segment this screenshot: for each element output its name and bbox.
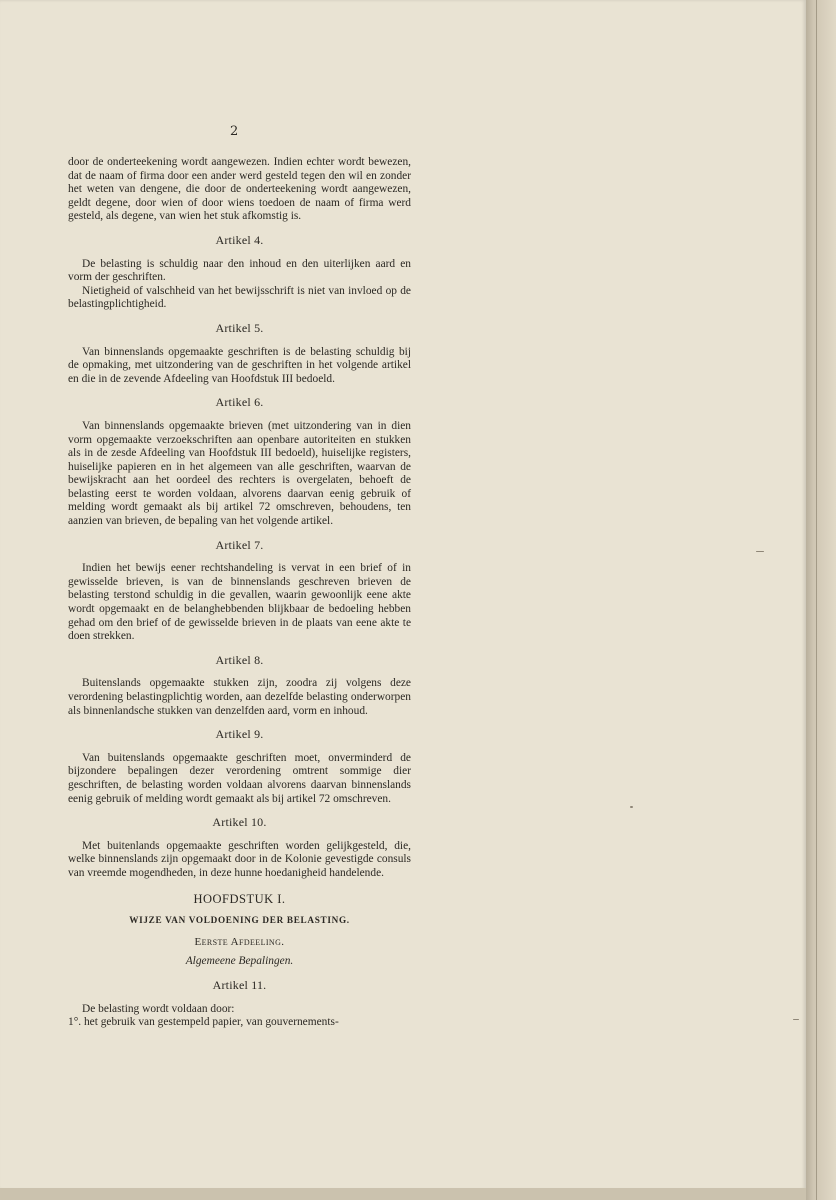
paragraph: Met buitenlands opgemaakte geschriften worden gelijkgesteld, die, welke binnenslands zijn opgemaakt door in de Kolonie gevestigde consuls van vreemde mogendheden, in deze hunne hoedanigheid handelende. (68, 839, 411, 879)
article-heading: Artikel 11. (212, 977, 267, 992)
page-edge-line (816, 0, 817, 1200)
article-heading: Artikel 8. (215, 652, 264, 667)
article-heading: Artikel 9. (215, 727, 264, 742)
article-heading: Artikel 7. (215, 537, 264, 552)
paragraph: De belasting is schuldig naar den inhoud en den uiterlijken aard en vorm der geschriften. (68, 257, 411, 284)
page-edge-shadow (806, 0, 836, 1200)
paragraph: Van binnenslands opgemaakte geschriften is de belasting schuldig bij de opmaking, met uitzondering van de geschriften in het volgende artikel en die in de zevende Afdeeling van Hoofdstuk III bedoeld. (68, 345, 411, 385)
article-heading: Artikel 6. (215, 395, 264, 410)
paragraph: Van buitenslands opgemaakte geschriften moet, onverminderd de bijzondere bepalingen dezer verordening omtrent sommige dier geschriften, de belasting worden voldaan alvorens daarvan binnenslands eenig gebruik of melding wordt gemaakt als bij artikel 72 omschreven. (68, 751, 411, 805)
paragraph: door de onderteekening wordt aangewezen. Indien echter wordt bewezen, dat de naam of firma door een ander werd gesteld tegen den wil en zonder het weten van dengene, die door de onderteekening wordt aangewezen, geldt degene, door wien of door wiens toedoen de naam of firma werd gesteld, als degene, van wien het stuk afkomstig is. (68, 156, 411, 223)
page-number: 2 (230, 124, 239, 139)
paper-speck (793, 1019, 799, 1020)
section-heading: Eerste Afdeeling. (194, 935, 285, 948)
list-item: 1°. het gebruik van gestempeld papier, van gouvernements- (68, 1016, 339, 1029)
paper-speck (630, 806, 633, 808)
paragraph: Buitenslands opgemaakte stukken zijn, zoodra zij volgens deze verordening belastingplichtig worden, aan dezelfde belasting onderworpen als binnenlandsche stukken van denzelfden aard, vorm en inhoud. (68, 677, 411, 717)
paper-speck (756, 551, 764, 552)
article-heading: Artikel 5. (215, 320, 264, 335)
article-heading: Artikel 4. (215, 232, 264, 247)
chapter-heading: HOOFDSTUK I. (193, 891, 286, 906)
bottom-strip (0, 1188, 806, 1200)
chapter-subtitle: WIJZE VAN VOLDOENING DER BELASTING. (129, 915, 350, 926)
section-subtitle: Algemeene Bepalingen. (185, 955, 294, 968)
paragraph: Indien het bewijs eener rechtshandeling is vervat in een brief of in gewisselde brieven, is van de binnenslands geschreven brieven de belasting terstond schuldig in die gevallen, waarin gewoonlijk eene akte wordt opgemaakt en de belanghebbenden blijkbaar de bedoeling hebben gehad om den brief of de gewisselde brieven in de plaats van eene akte te doen strekken. (68, 562, 411, 643)
paragraph: De belasting wordt voldaan door: (82, 1002, 235, 1015)
document-text-column (68, 156, 411, 1030)
article-heading: Artikel 10. (212, 815, 267, 830)
paragraph: Nietigheid of valschheid van het bewijsschrift is niet van invloed op de belastingplichtigheid. (68, 284, 411, 311)
paragraph: Van binnenslands opgemaakte brieven (met uitzondering van in dien vorm opgemaakte verzoekschriften aan openbare autoriteiten en stukken als in de zesde Afdeeling van Hoofdstuk III bedoeld), huiselijke registers, huiselijke papieren en in het algemeen van alle geschriften, waarvan de bewijskracht aan het oordeel des rechters is overgelaten, behoeft de belasting eerst te worden voldaan, alvorens daarvan eenig gebruik of melding wordt gemaakt als bij artikel 72 omschreven, behoudens, ten aanzien van brieven, de bepaling van het volgende artikel. (68, 419, 411, 528)
